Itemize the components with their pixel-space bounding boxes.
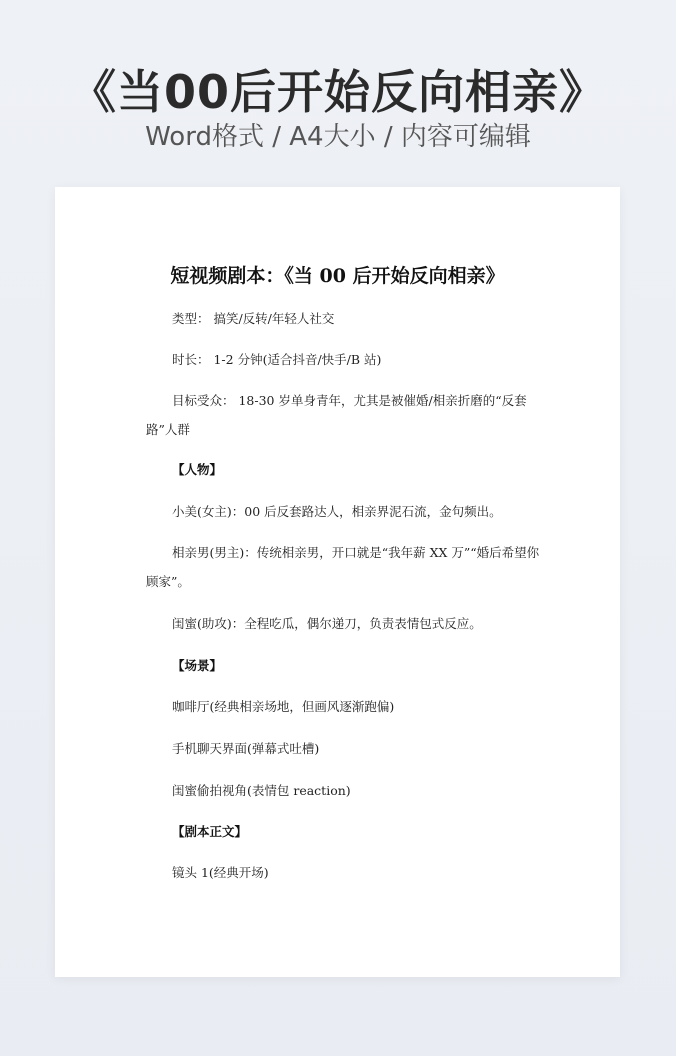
section-heading-characters: 【人物】: [172, 462, 223, 477]
section-heading-scenes: 【场景】: [172, 658, 223, 673]
paragraph-scene-cafe: 咖啡厅(经典相亲场地，但画风逐渐跑偏): [172, 699, 395, 714]
section-heading-script: 【剧本正文】: [172, 824, 248, 839]
banner: [0, 0, 676, 180]
banner-title: 《当00后开始反向相亲》: [69, 65, 606, 119]
paragraph-shot-1: 镜头 1(经典开场): [172, 865, 269, 880]
paragraph-character-xiaomei: 小美(女主)：00 后反套路达人，相亲界泥石流，金句频出。: [172, 504, 502, 519]
document-page: [55, 187, 620, 977]
paragraph-scene-bestie-view: 闺蜜偷拍视角(表情包 reaction): [172, 783, 351, 798]
paragraph-duration: 时长： 1-2 分钟(适合抖音/快手/B 站): [172, 352, 382, 367]
document-title: 短视频剧本：《当 00 后开始反向相亲》: [170, 265, 505, 287]
paragraph-type: 类型： 搞笑/反转/年轻人社交: [172, 311, 335, 326]
paragraph-scene-chat: 手机聊天界面(弹幕式吐槽): [172, 741, 320, 756]
paragraph-character-man: 相亲男(男主)：传统相亲男，开口就是“我年薪 XX 万”“婚后希望你顾家”。: [146, 545, 540, 589]
paragraph-character-bestie: 闺蜜(助攻)：全程吃瓜，偶尔递刀，负责表情包式反应。: [172, 616, 482, 631]
paragraph-audience: 目标受众： 18-30 岁单身青年，尤其是被催婚/相亲折磨的“反套路”人群: [146, 393, 527, 437]
banner-subtitle: Word格式 / A4大小 / 内容可编辑: [145, 122, 531, 152]
